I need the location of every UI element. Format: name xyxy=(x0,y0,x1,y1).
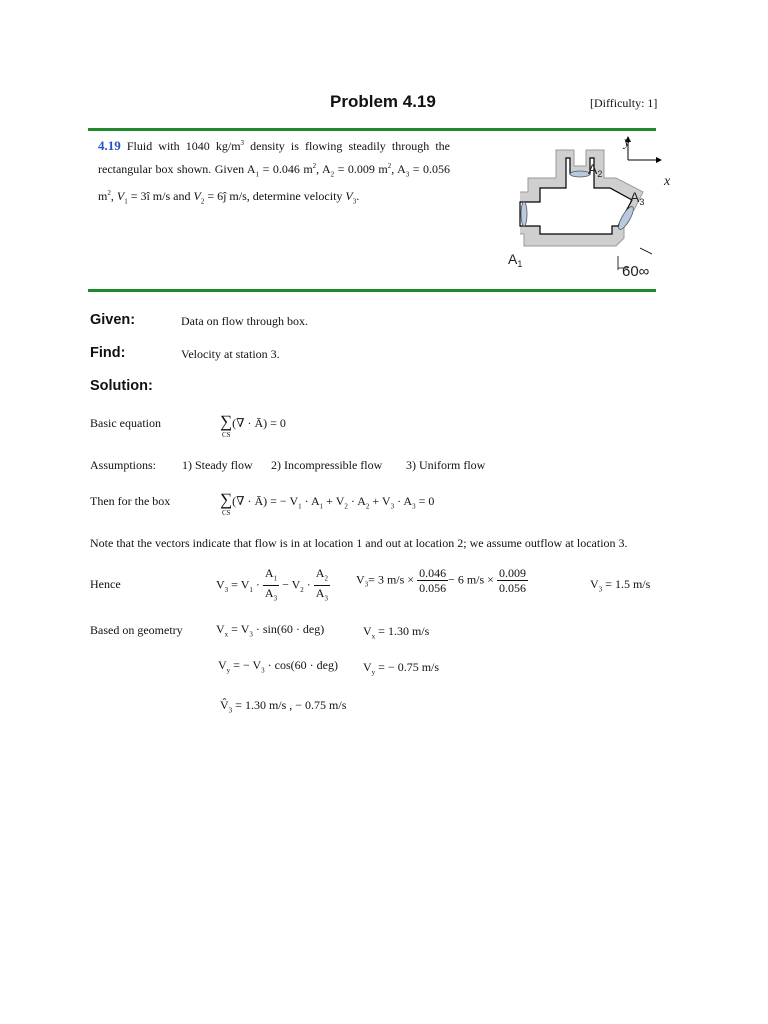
box-flow-diagram xyxy=(500,130,690,285)
label-x: x xyxy=(664,174,671,189)
v3-vector: $V̂_3 = 1.30$ m/s , − 0.75 m/s xyxy=(220,698,347,715)
problem-number: 4.19 xyxy=(98,138,121,153)
bottom-divider xyxy=(88,289,656,292)
vy-result: $V_y$ = − 0.75 m/s xyxy=(363,660,440,677)
given-label: Given: xyxy=(90,312,136,328)
box-equation: ∑(∇ · Ā) = − $V_1 \cdot A_1 + V_2 \cdot A_2 + V_3 \cdot A_3 = 0$ xyxy=(220,490,435,511)
solution-label: Solution: xyxy=(90,378,153,394)
basic-equation: ∑(∇ · Ā) = 0 xyxy=(220,412,286,431)
find-text: Velocity at station 3. xyxy=(181,347,280,361)
hence-equation: $V_3 = V_1$ · $\frac{A_1}{A_3}$ − $V_2$ · $\frac{A_2}{A_3}$ xyxy=(216,566,328,603)
vy-equation: $V_y$ = − $V_3 \cdot \cos(60 \cdot deg)$ xyxy=(218,658,338,675)
area-a2-ellipse xyxy=(570,171,590,177)
given-text: Data on flow through box. xyxy=(181,314,308,328)
problem-statement: 4.19 Fluid with 1040 $kg/m^3$ density is flowing steadily through the rectangular box shown. Given $A_1 = 0.046$ $m^2$, $A_2 = 0.009$ $m^2$, $A_3 = 0.056$ $m^2$, $V_1$ = 3î m/s and $V_2$ = 6ĵ m/s, determine velocity $V_3$. xyxy=(98,138,450,206)
assumptions-label: Assumptions: xyxy=(90,458,157,472)
cs-subscript-1: CS xyxy=(222,431,231,439)
geometry-label: Based on geometry xyxy=(90,623,183,637)
hence-label: Hence xyxy=(90,577,121,591)
label-a2: $A_2$ xyxy=(588,161,603,179)
page-title: Problem 4.19 xyxy=(330,92,436,111)
assumption-3: 3) Uniform flow xyxy=(406,458,486,472)
angle-arc xyxy=(640,248,652,254)
vx-equation: $V_x = V_3 \cdot \sin(60 \cdot deg)$ xyxy=(216,622,325,639)
v3-result: $V_3 = 1.5$ m/s xyxy=(590,577,651,594)
vx-result: $V_x = 1.30$ m/s xyxy=(363,624,430,641)
label-a3: $A_3$ xyxy=(630,189,645,207)
find-label: Find: xyxy=(90,345,126,361)
assumption-1: 1) Steady flow xyxy=(182,458,253,472)
difficulty-label: [Difficulty: 1] xyxy=(590,96,658,110)
basic-equation-label: Basic equation xyxy=(90,416,161,430)
area-a1-ellipse xyxy=(521,202,527,226)
label-angle: 60∞ xyxy=(622,263,650,280)
assumption-2: 2) Incompressible flow xyxy=(271,458,383,472)
x-arrow-icon xyxy=(656,157,662,163)
box-label: Then for the box xyxy=(90,494,171,508)
label-a1: $A_1$ xyxy=(508,251,523,269)
hence-substitution: $V_3= 3$ m/s × $\frac{0.046}{0.056}$ − 6 m/s × $\frac{0.009}{0.056}$ xyxy=(356,566,526,595)
note-text: Note that the vectors indicate that flow is in at location 1 and out at location 2; we assume outflow at location 3. xyxy=(90,536,628,550)
label-y: y xyxy=(624,135,631,150)
cs-subscript-2: CS xyxy=(222,509,231,517)
